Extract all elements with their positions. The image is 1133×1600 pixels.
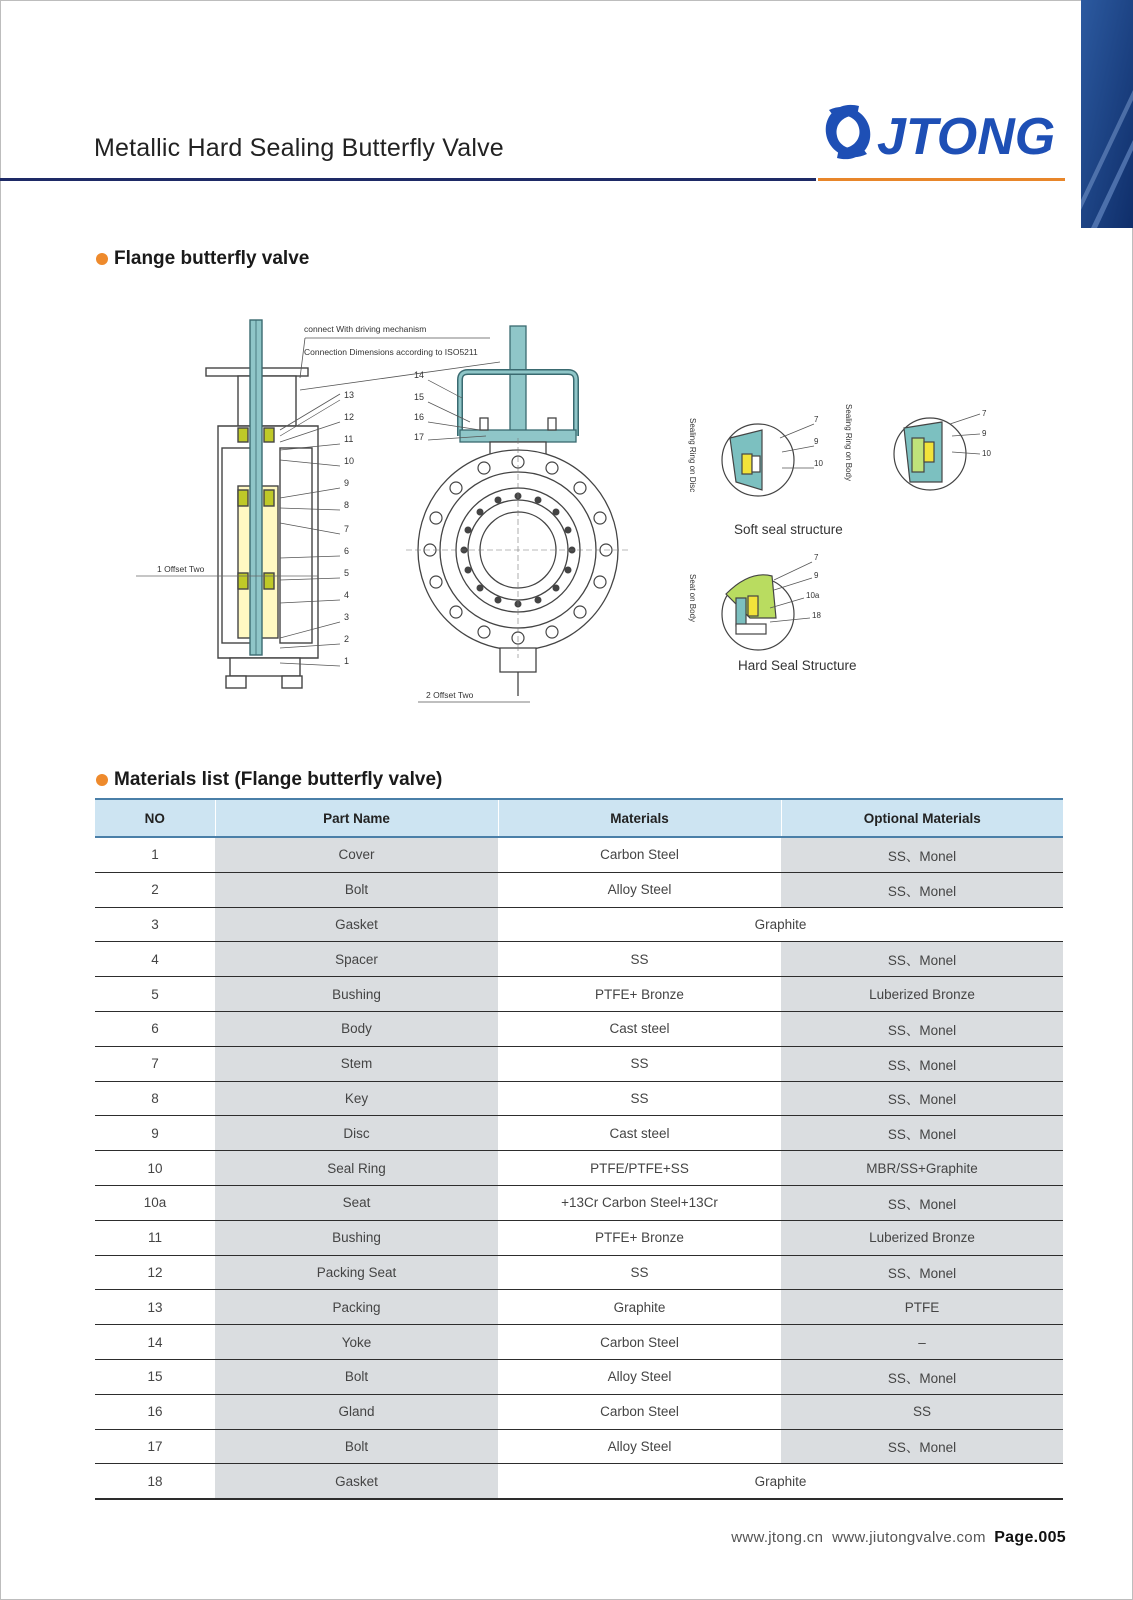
cell-no: 2 bbox=[95, 872, 215, 907]
cell-material: SS bbox=[498, 1255, 781, 1290]
cell-optional-material: SS、Monel bbox=[781, 1081, 1063, 1116]
section-heading-flange bbox=[96, 248, 309, 270]
logo-swirl-icon bbox=[826, 105, 871, 159]
callout-2: 2 bbox=[344, 634, 350, 644]
cell-part-name: Bushing bbox=[215, 977, 498, 1012]
soft1-callout-10: 10 bbox=[814, 459, 823, 468]
cell-part-name: Bolt bbox=[215, 872, 498, 907]
cell-part-name: Seat bbox=[215, 1185, 498, 1220]
section-heading-materials bbox=[96, 769, 442, 791]
callout-4: 4 bbox=[344, 590, 350, 600]
document-title: Metallic Hard Sealing Butterfly Valve bbox=[94, 134, 504, 162]
header-part-name: Part Name bbox=[215, 799, 498, 837]
callout-1: 1 bbox=[344, 656, 350, 666]
table-row bbox=[95, 1011, 1063, 1046]
cell-part-name: Gland bbox=[215, 1394, 498, 1429]
callout-8: 8 bbox=[344, 500, 350, 510]
callout-11: 11 bbox=[344, 434, 354, 444]
cell-no: 8 bbox=[95, 1081, 215, 1116]
cell-optional-material: Luberized Bronze bbox=[781, 977, 1063, 1012]
callout-7: 7 bbox=[344, 524, 350, 534]
cell-optional-material: SS、Monel bbox=[781, 1116, 1063, 1151]
table-header-row bbox=[95, 799, 1063, 837]
cell-material: Alloy Steel bbox=[498, 1359, 781, 1394]
cell-no: 15 bbox=[95, 1359, 215, 1394]
cell-optional-material: – bbox=[781, 1325, 1063, 1360]
cell-material: +13Cr Carbon Steel+13Cr bbox=[498, 1185, 781, 1220]
cell-optional-material: MBR/SS+Graphite bbox=[781, 1151, 1063, 1186]
soft1-callout-9: 9 bbox=[814, 437, 819, 446]
cell-part-name: Bushing bbox=[215, 1220, 498, 1255]
cell-merged-material: Graphite bbox=[498, 1464, 1063, 1499]
cell-optional-material: Luberized Bronze bbox=[781, 1220, 1063, 1255]
side-section-view bbox=[136, 320, 318, 688]
header-no: NO bbox=[95, 799, 215, 837]
cell-material: Alloy Steel bbox=[498, 1429, 781, 1464]
cell-part-name: Gasket bbox=[215, 907, 498, 942]
section-heading-text: Flange butterfly valve bbox=[114, 248, 310, 269]
sealing-ring-disc-label: Sealing Ring on Disc bbox=[688, 418, 697, 493]
page-number: Page.005 bbox=[994, 1529, 1066, 1546]
cell-no: 10 bbox=[95, 1151, 215, 1186]
cell-part-name: Gasket bbox=[215, 1464, 498, 1499]
cell-part-name: Packing Seat bbox=[215, 1255, 498, 1290]
table-row bbox=[95, 837, 1063, 872]
hard-callout-10a: 10a bbox=[806, 591, 820, 600]
cell-material: PTFE/PTFE+SS bbox=[498, 1151, 781, 1186]
callout-6: 6 bbox=[344, 546, 350, 556]
table-row bbox=[95, 1464, 1063, 1499]
cell-material: Graphite bbox=[498, 1290, 781, 1325]
front-callout-numbers bbox=[414, 370, 424, 442]
cell-part-name: Key bbox=[215, 1081, 498, 1116]
callout-16: 16 bbox=[414, 412, 425, 422]
table-row bbox=[95, 1290, 1063, 1325]
callout-15: 15 bbox=[414, 392, 425, 402]
cell-no: 9 bbox=[95, 1116, 215, 1151]
cell-optional-material: SS、Monel bbox=[781, 837, 1063, 872]
cell-optional-material: PTFE bbox=[781, 1290, 1063, 1325]
note-driving-mechanism: connect With driving mechanism bbox=[304, 324, 427, 334]
cell-part-name: Body bbox=[215, 1011, 498, 1046]
table-row bbox=[95, 942, 1063, 977]
cell-material: SS bbox=[498, 1081, 781, 1116]
cell-material: Alloy Steel bbox=[498, 872, 781, 907]
cell-part-name: Spacer bbox=[215, 942, 498, 977]
bullet-dot-icon bbox=[96, 774, 108, 786]
cell-no: 16 bbox=[95, 1394, 215, 1429]
valve-drawing bbox=[130, 318, 1030, 728]
header-rule bbox=[0, 178, 816, 181]
cell-part-name: Yoke bbox=[215, 1325, 498, 1360]
callout-10: 10 bbox=[344, 456, 355, 466]
cell-no: 3 bbox=[95, 907, 215, 942]
cell-material: Carbon Steel bbox=[498, 1325, 781, 1360]
cell-part-name: Disc bbox=[215, 1116, 498, 1151]
cell-no: 14 bbox=[95, 1325, 215, 1360]
cell-optional-material: SS bbox=[781, 1394, 1063, 1429]
sealing-ring-body-label: Sealing Ring on Body bbox=[844, 404, 853, 481]
header-optional-materials: Optional Materials bbox=[781, 799, 1063, 837]
cell-optional-material: SS、Monel bbox=[781, 942, 1063, 977]
cell-optional-material: SS、Monel bbox=[781, 872, 1063, 907]
callout-9: 9 bbox=[344, 478, 350, 488]
soft1-callout-7: 7 bbox=[814, 415, 819, 424]
table-row bbox=[95, 1116, 1063, 1151]
hard-callout-9: 9 bbox=[814, 571, 819, 580]
soft2-callout-7: 7 bbox=[982, 409, 987, 418]
cell-no: 1 bbox=[95, 837, 215, 872]
cell-part-name: Bolt bbox=[215, 1429, 498, 1464]
soft-seal-label: Soft seal structure bbox=[734, 522, 843, 537]
table-row bbox=[95, 1046, 1063, 1081]
callout-12: 12 bbox=[344, 412, 355, 422]
callout-5: 5 bbox=[344, 568, 350, 578]
cell-optional-material: SS、Monel bbox=[781, 1011, 1063, 1046]
materials-table bbox=[95, 798, 1063, 1500]
jtong-logo bbox=[815, 92, 1067, 172]
cell-part-name: Cover bbox=[215, 837, 498, 872]
footer-site-1: www.jtong.cn bbox=[731, 1529, 824, 1546]
offset-one-label: 1 Offset Two bbox=[157, 564, 205, 574]
soft-seal-detail-2 bbox=[894, 418, 966, 490]
table-row bbox=[95, 1325, 1063, 1360]
cell-no: 6 bbox=[95, 1011, 215, 1046]
cell-material: Cast steel bbox=[498, 1011, 781, 1046]
table-row bbox=[95, 872, 1063, 907]
soft2-callout-10: 10 bbox=[982, 449, 991, 458]
cell-material: Carbon Steel bbox=[498, 837, 781, 872]
soft-seal-detail-1 bbox=[722, 424, 794, 496]
table-row bbox=[95, 1220, 1063, 1255]
cell-no: 7 bbox=[95, 1046, 215, 1081]
cell-no: 4 bbox=[95, 942, 215, 977]
callout-3: 3 bbox=[344, 612, 350, 622]
cell-no: 18 bbox=[95, 1464, 215, 1499]
callout-14: 14 bbox=[414, 370, 425, 380]
corner-decoration bbox=[1081, 0, 1133, 228]
cell-part-name: Packing bbox=[215, 1290, 498, 1325]
cell-optional-material: SS、Monel bbox=[781, 1185, 1063, 1220]
cell-no: 11 bbox=[95, 1220, 215, 1255]
cell-material: PTFE+ Bronze bbox=[498, 1220, 781, 1255]
table-row bbox=[95, 1359, 1063, 1394]
callout-13: 13 bbox=[344, 390, 355, 400]
table-row bbox=[95, 1081, 1063, 1116]
seat-on-body-label: Seat on Body bbox=[688, 574, 697, 623]
table-row bbox=[95, 977, 1063, 1012]
cell-material: SS bbox=[498, 1046, 781, 1081]
note-iso: Connection Dimensions according to ISO5211 bbox=[304, 347, 478, 357]
bullet-dot-icon bbox=[96, 253, 108, 265]
table-row bbox=[95, 1255, 1063, 1290]
table-row bbox=[95, 1429, 1063, 1464]
cell-no: 5 bbox=[95, 977, 215, 1012]
footer bbox=[731, 1529, 1066, 1547]
cell-no: 12 bbox=[95, 1255, 215, 1290]
hard-seal-label: Hard Seal Structure bbox=[738, 658, 857, 673]
cell-part-name: Stem bbox=[215, 1046, 498, 1081]
cell-optional-material: SS、Monel bbox=[781, 1255, 1063, 1290]
table-row bbox=[95, 1394, 1063, 1429]
table-row bbox=[95, 1185, 1063, 1220]
callout-17: 17 bbox=[414, 432, 425, 442]
hard-callout-7: 7 bbox=[814, 553, 819, 562]
logo-text: JTONG bbox=[877, 108, 1056, 166]
cell-part-name: Seal Ring bbox=[215, 1151, 498, 1186]
side-callout-numbers bbox=[344, 390, 354, 666]
cell-optional-material: SS、Monel bbox=[781, 1359, 1063, 1394]
cell-material: Cast steel bbox=[498, 1116, 781, 1151]
table-row bbox=[95, 1151, 1063, 1186]
offset-two-label: 2 Offset Two bbox=[426, 690, 474, 700]
cell-material: Carbon Steel bbox=[498, 1394, 781, 1429]
header-rule-accent bbox=[818, 178, 1065, 181]
footer-site-2: www.jiutongvalve.com bbox=[832, 1529, 986, 1546]
table-body bbox=[95, 837, 1063, 1499]
hard-callout-18: 18 bbox=[812, 611, 821, 620]
section-heading-text: Materials list (Flange butterfly valve) bbox=[114, 769, 443, 790]
cell-optional-material: SS、Monel bbox=[781, 1429, 1063, 1464]
soft2-callout-9: 9 bbox=[982, 429, 987, 438]
cell-optional-material: SS、Monel bbox=[781, 1046, 1063, 1081]
cell-no: 13 bbox=[95, 1290, 215, 1325]
cell-no: 10a bbox=[95, 1185, 215, 1220]
cell-material: PTFE+ Bronze bbox=[498, 977, 781, 1012]
hard-seal-detail bbox=[722, 575, 794, 650]
cell-material: SS bbox=[498, 942, 781, 977]
table-row bbox=[95, 907, 1063, 942]
header-materials: Materials bbox=[498, 799, 781, 837]
cell-merged-material: Graphite bbox=[498, 907, 1063, 942]
cell-no: 17 bbox=[95, 1429, 215, 1464]
cell-part-name: Bolt bbox=[215, 1359, 498, 1394]
